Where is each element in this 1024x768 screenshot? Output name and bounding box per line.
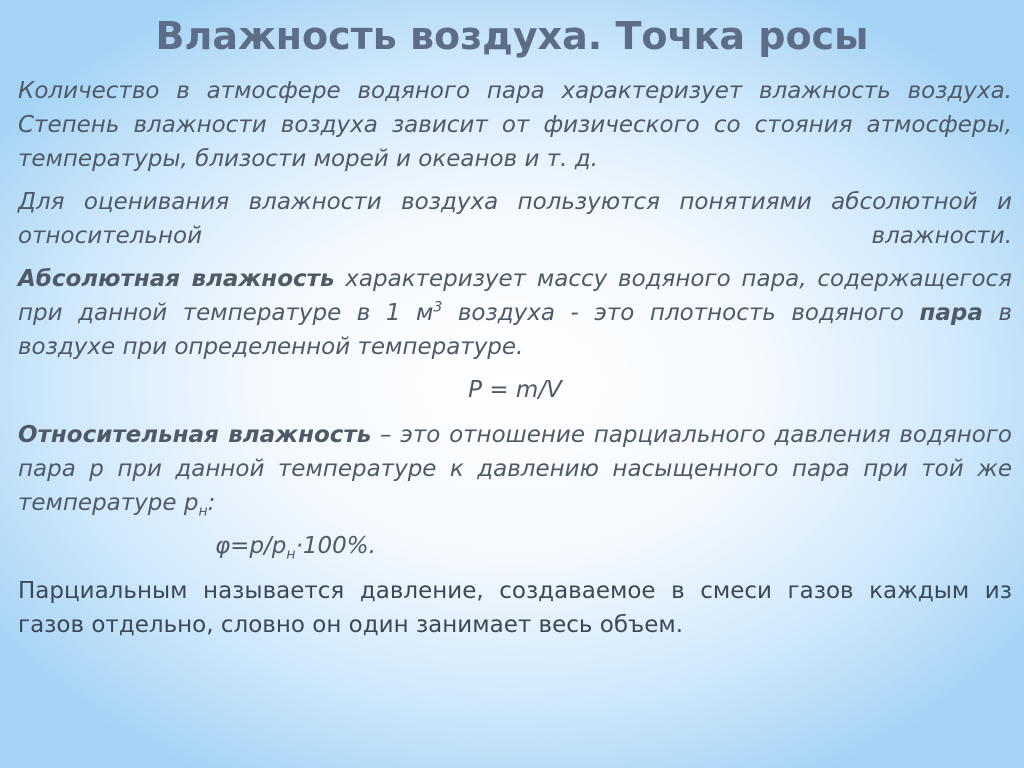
term-absolute-humidity: Абсолютная влажность <box>18 266 335 292</box>
bold-word-vapor: пара <box>919 300 983 326</box>
paragraph-partial-pressure: Парциальным называется давление, создаваемое в смеси газов каждым из газов отдельно, словно он один занимает весь объем. <box>18 578 1012 638</box>
slide-title: Влажность воздуха. Точка росы <box>155 14 869 58</box>
relative-humidity-text-a: – это отношение парциального давления водяного пара р при данной температуре к давлению насыщенного пара при той же температуре р <box>18 422 1012 516</box>
cubic-superscript: 3 <box>433 299 443 316</box>
formula2-text-b: ·100%. <box>295 533 376 559</box>
formula2-subscript: н <box>286 546 296 563</box>
formula2-text-a: φ=р/р <box>215 533 287 559</box>
absolute-humidity-text-b: воздуха - это плотность водяного <box>442 300 920 326</box>
saturation-subscript: н <box>198 503 208 520</box>
formula-absolute-humidity: P = m/V <box>468 377 562 403</box>
formula-relative-humidity <box>18 529 1012 563</box>
absolute-humidity-text-a: характеризует массу водяного пара, содержащегося при данной температуре в 1 м <box>18 266 1012 326</box>
slide-body <box>18 74 1012 651</box>
paragraph-relative-humidity <box>18 418 1012 520</box>
paragraph-absolute-humidity <box>18 262 1012 364</box>
relative-humidity-text-b: : <box>207 490 216 516</box>
absolute-humidity-text-c: в воздухе при определенной температуре. <box>18 300 1013 360</box>
term-relative-humidity: Относительная влажность <box>18 422 372 448</box>
paragraph-humidity-types: Для оценивания влажности воздуха пользуются понятиями абсолютной и относительной влажности. <box>18 189 1012 249</box>
paragraph-water-vapor: Количество в атмосфере водяного пара характеризует влажность воздуха. Степень влажности воздуха зависит от физического со стояния атмосферы, температуры, близости морей и океанов и т. д. <box>18 78 1012 172</box>
